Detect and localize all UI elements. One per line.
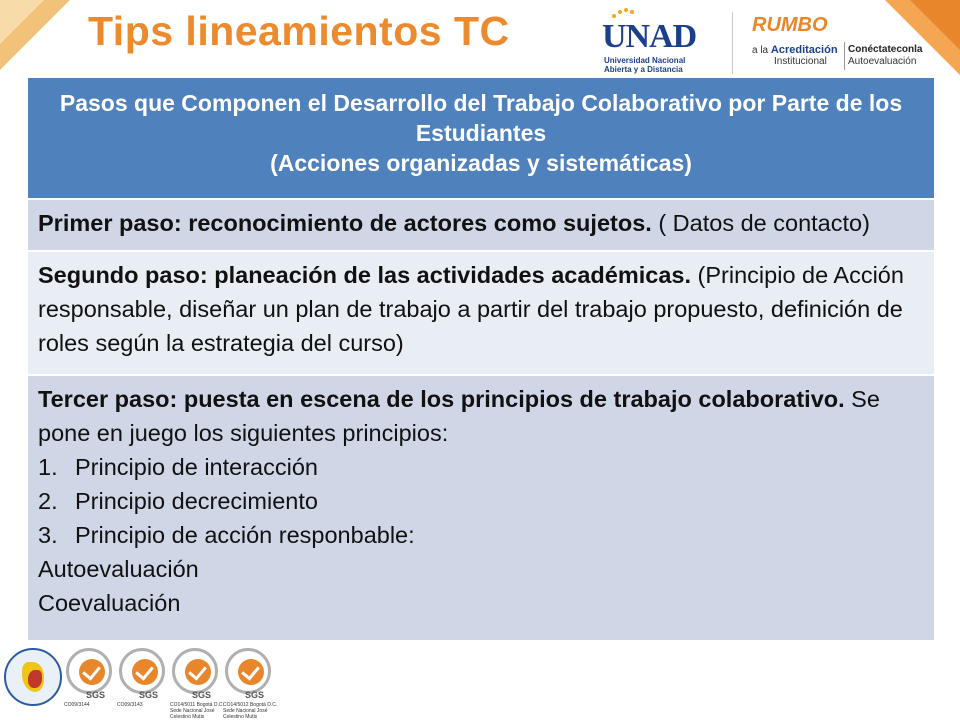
check-icon: [185, 659, 211, 685]
list-item: 2. Principio decrecimiento: [38, 488, 318, 514]
rumbo-separator: [844, 42, 845, 70]
table-row-step2: [28, 250, 934, 374]
check-icon: [132, 659, 158, 685]
rumbo-right-line2: Autoevaluación: [848, 56, 917, 67]
cert-code: CO14/5012 Bogotá D.C. Sede Nacional José Celestino Mutis: [223, 702, 278, 720]
unad-subtitle: Universidad Nacional Abierta y a Distancia: [604, 56, 686, 74]
rumbo-logo: [752, 14, 932, 74]
table-header: [28, 78, 934, 198]
steps-table: [28, 78, 934, 640]
table-header-line2: Estudiantes: [415, 120, 547, 146]
step1-text: ( Datos de contacto): [651, 210, 870, 236]
sgs-mark: SGS: [139, 690, 159, 700]
certification-logos: [0, 640, 300, 720]
sgs-mark: SGS: [192, 690, 212, 700]
cert-code: CO14/5011 Bogotá D.C. Sede Nacional José Celestino Mutis: [170, 702, 224, 720]
autoevaluacion-text: Autoevaluación: [38, 556, 199, 582]
cert-circle-icon: [66, 648, 112, 694]
page-title: Tips lineamientos TC: [88, 8, 510, 54]
unad-logo: [602, 6, 712, 76]
table-header-line1: Pasos que Componen el Desarrollo del Trabajo Colaborativo por Parte de los: [59, 90, 903, 116]
step2-text: (Principio de Acción responsable, diseñar un plan de trabajo a partir del trabajo propuesto, definición de roles según la estrategia del curso): [38, 262, 904, 356]
cert-circle-icon: [225, 648, 271, 694]
table-header-line3: (Acciones organizadas y sistemáticas): [270, 150, 692, 176]
cert-circle-icon: [119, 648, 165, 694]
step3-text: Se pone en juego los siguientes principios:: [38, 386, 880, 446]
table-row-step1: [28, 198, 934, 250]
step1-title: Primer paso: reconocimiento de actores como sujetos.: [38, 210, 652, 236]
rumbo-line2: Institucional: [774, 56, 827, 67]
check-icon: [79, 659, 105, 685]
logo-divider: [732, 12, 733, 74]
sgs-mark: SGS: [245, 690, 265, 700]
principles-list: [38, 450, 924, 552]
cert-badge: [64, 648, 114, 716]
step3-title: Tercer paso: puesta en escena de los principios de trabajo colaborativo.: [38, 386, 845, 412]
sgs-mark: SGS: [86, 690, 106, 700]
coevaluacion-text: Coevaluación: [38, 590, 181, 616]
rumbo-wordmark: RUMBO: [752, 14, 828, 36]
table-row-step3: [28, 374, 934, 640]
rumbo-right-line1: Conéctateconla: [848, 44, 923, 55]
unad-wordmark: UNAD: [602, 18, 697, 55]
list-item: 3. Principio de acción responbable:: [38, 522, 415, 548]
cert-badge: [223, 648, 278, 720]
cert-circle-icon: [172, 648, 218, 694]
check-icon: [238, 659, 264, 685]
step2-title: Segundo paso: planeación de las actividades académicas.: [38, 262, 692, 288]
colombia-seal-icon: [4, 648, 62, 706]
rumbo-line1: a la Acreditación: [752, 44, 838, 56]
cert-badge: [117, 648, 167, 716]
corner-decoration-left-inner: [0, 0, 44, 44]
cert-badge: [170, 648, 224, 720]
cert-code: CO09/3143: [117, 702, 143, 708]
cert-code: CO09/3144: [64, 702, 90, 708]
list-item: 1. Principio de interacción: [38, 454, 318, 480]
